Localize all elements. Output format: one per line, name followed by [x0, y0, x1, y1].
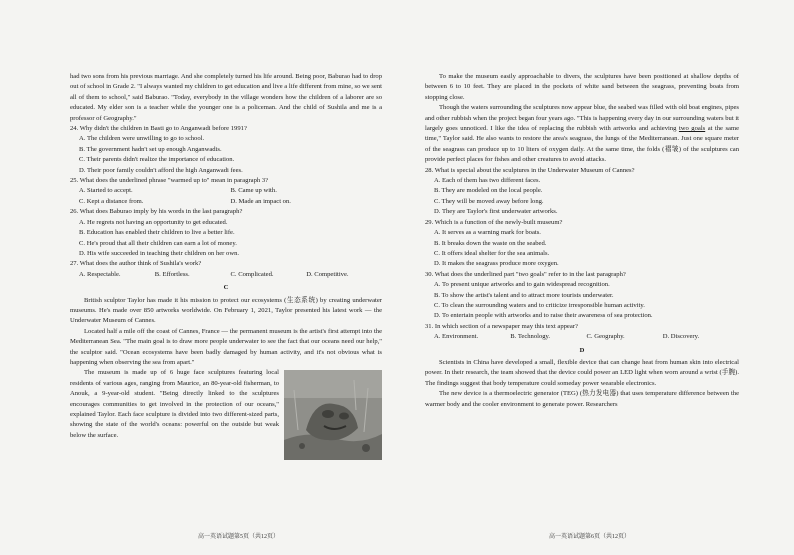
underwater-sculpture-photo: [284, 370, 382, 460]
question-24: 24. Why didn't the children in Basti go to Anganwadi before 1991?: [70, 125, 247, 133]
question-27: 27. What does the author think of Sushila's work?: [70, 260, 202, 268]
question-28: 28. What is special about the sculptures in the Underwater Museum of Cannes?: [425, 166, 635, 174]
paragraph-5-start: Though the waters surrounding the sculptures now appear blue, the seabed was filled with old boat engines, pipes and other rubbish when the project began four years ago. "This is happening every day in our surrounding waters but it largely goes unnoticed. I like the idea of replacing the rubbish with artworks and achieving: [425, 104, 739, 133]
q26-option-b: B. Education has enabled their children to live a better life.: [79, 229, 235, 237]
q24-option-d: D. Their poor family couldn't afford the high Anganwadi fees.: [79, 166, 243, 174]
passage-c-paragraph-5: [425, 103, 739, 165]
q31-option-a: A. Environment.: [434, 333, 479, 341]
passage-c-paragraph-3: The museum is made up of 6 huge face sculptures featuring local residents of various ages, ranging from Maurice, an 80-year-old fisherman, to Anouk, a 9-year-old student. "Being directly linked to the sculptures encourages communities to get involved in the protection of our oceans," explained Taylor. Each face sculpture is divided into two different-sized parts, showing the state of the world's oceans: powerful on the outside but weak below the surface.: [70, 369, 279, 439]
q24-option-b: B. The government hadn't set up enough Anganwadis.: [79, 145, 222, 153]
q27-option-b: B. Effortless.: [154, 270, 190, 278]
right-column: [425, 72, 739, 410]
q30-option-c: C. To clean the surrounding waters and to criticize irresponsible human activity.: [434, 301, 645, 309]
q26-option-a: A. He regrets not having an opportunity to get educated.: [79, 218, 228, 226]
passage-c-paragraph-2: Located half a mile off the coast of Cannes, France — the permanent museum is the artist's first attempt into the Mediterranean Sea. "The main goal is to draw more people underwater to see the fact that our oceans need our help," the sculptor said. "Ocean ecosystems have been badly damaged by human activity, and it's not obvious what is happening when observing the sea from apart.": [70, 327, 382, 366]
passage-c-paragraph-1: British sculptor Taylor has made it his mission to protect our ecosystems (生态系统) by creating underwater museums. He's made over 850 artworks worldwide. On February 1, 2021, Taylor presented his latest work — the Underwater Museum of Cannes.: [70, 296, 382, 325]
q28-option-a: A. Each of them has two different faces.: [434, 177, 541, 185]
paragraph-5-end: at the same time," Taylor said. He also wants to restore the area's seagrass, the lungs of the Mediterranean. Just one square meter of the seagrass can produce up to 10 liters of oxygen daily. At the same time, the folds (褶皱) of the sculptures can provide perfect places for fishes and other creatures to avoid attacks.: [425, 125, 739, 164]
sculpture-image-icon: [284, 370, 382, 460]
q27-option-d: D. Competitive.: [306, 270, 349, 278]
q31-option-c: C. Geography.: [586, 333, 625, 341]
q28-option-c: C. They will be moved away before long.: [434, 197, 544, 205]
q29-option-a: A. It serves as a warning mark for boats.: [434, 229, 541, 237]
page-footer-right: 高一英语试题第6页（共12页）: [549, 534, 631, 540]
question-30: 30. What does the underlined part "two goals" refer to in the last paragraph?: [425, 270, 626, 278]
q25-options-row-2: [79, 197, 382, 207]
passage-d-paragraph-2: The new device is a thermoelectric generator (TEG) (热力发电器) that uses temperature difference between the warmer body and the cooler environment to generate power. Researchers: [425, 390, 739, 408]
underlined-two-goals: two goals: [678, 125, 706, 133]
q29-option-d: D. It makes the seagrass produce more oxygen.: [434, 260, 559, 268]
q26-option-c: C. He's proud that all their children can earn a lot of money.: [79, 239, 237, 247]
q30-option-a: A. To present unique artworks and to gain widespread recognition.: [434, 281, 610, 289]
passage-b-ending: had two sons from his previous marriage. And she completely turned his life around. Being poor, Baburao had to drop out of school in Grade 2. "I always wanted my children to get education and live a life different from mine, so we sent all of them to school," said Baburao. "Today, everybody in the village wonders how the children of a laborer are so educated. My elder son is a teacher while the younger one is a policeman. And the child of Sushila and me is a professor of Geography.": [70, 73, 382, 122]
section-d-heading: D: [579, 346, 585, 354]
left-column: [70, 72, 382, 462]
passage-c-paragraph-4: To make the museum easily approachable to divers, the sculptures have been positioned at shallow depths of between 6 to 10 feet. They are placed in the pockets of white sand between the seagrass, preventing boats from stopping close.: [425, 73, 739, 101]
q27-option-c: C. Complicated.: [230, 270, 274, 278]
paragraph-with-figure: [70, 368, 382, 441]
passage-d-paragraph-1: Scientists in China have developed a small, flexible device that can change heat from human skin into electrical power. In their research, the team showed that the device could power an LED light when worn around a wrist (手腕). The findings suggest that body temperature could someday power wearable electronics.: [425, 358, 739, 387]
question-31: 31. In which section of a newspaper may this text appear?: [425, 322, 578, 330]
q25-option-a: A. Started to accept.: [79, 187, 133, 195]
q27-option-a: A. Respectable.: [79, 270, 121, 278]
q24-option-a: A. The children were unwilling to go to school.: [79, 135, 205, 143]
q31-option-d: D. Discovery.: [662, 333, 700, 341]
question-29: 29. Which is a function of the newly-built museum?: [425, 218, 563, 226]
q25-options-row-1: [79, 186, 382, 196]
q31-option-b: B. Technology.: [510, 333, 551, 341]
q24-option-c: C. Their parents didn't realize the importance of education.: [79, 156, 235, 164]
q29-option-c: C. It offers ideal shelter for the sea animals.: [434, 249, 550, 257]
q25-option-d: D. Made an impact on.: [230, 197, 291, 205]
q26-option-d: D. His wife succeeded in teaching their children on her own.: [79, 249, 240, 257]
question-25: 25. What does the underlined phrase "warmed up to" mean in paragraph 3?: [70, 177, 269, 185]
q28-option-d: D. They are Taylor's first underwater artworks.: [434, 208, 558, 216]
q31-options: [434, 332, 739, 342]
q25-option-c: C. Kept a distance from.: [79, 197, 144, 205]
question-26: 26. What does Baburao imply by his words in the last paragraph?: [70, 208, 243, 216]
q29-option-b: B. It breaks down the waste on the seabed.: [434, 239, 547, 247]
q27-options: [79, 270, 382, 280]
q25-option-b: B. Came up with.: [230, 187, 277, 195]
section-c-heading: C: [223, 284, 229, 292]
q30-option-b: B. To show the artist's talent and to attract more tourists underwater.: [434, 291, 614, 299]
q28-option-b: B. They are modeled on the local people.: [434, 187, 543, 195]
page-footer-left: 高一英语试题第5页（共12页）: [198, 534, 280, 540]
q30-option-d: D. To entertain people with artworks and to raise their awareness of sea protection.: [434, 312, 653, 320]
